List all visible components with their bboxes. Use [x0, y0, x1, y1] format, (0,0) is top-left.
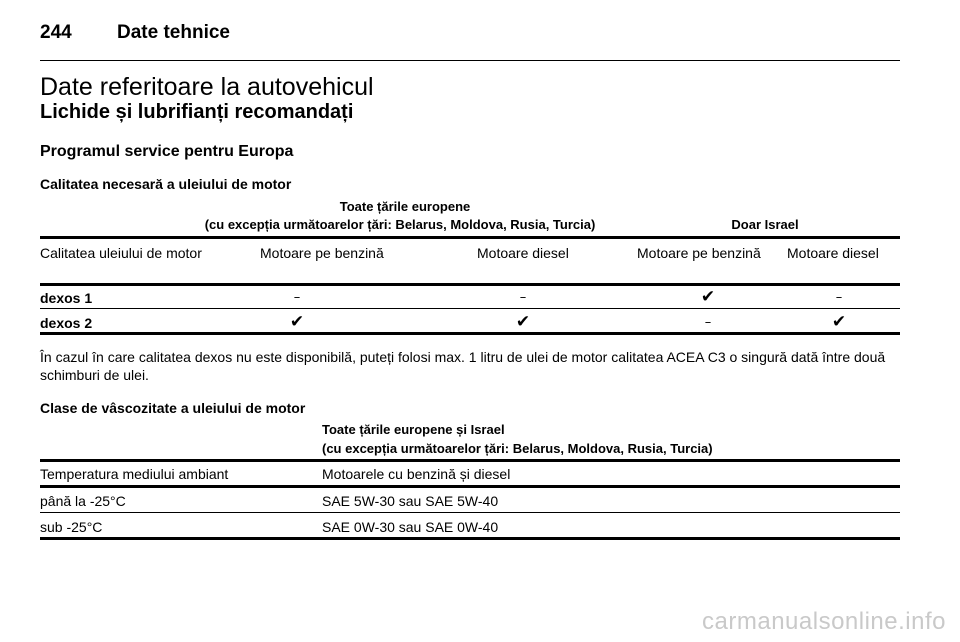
checkmark-icon: ✔: [831, 312, 847, 332]
page-subtitle: Lichide și lubrifianți recomandați: [40, 101, 354, 123]
table2-cell-grade: SAE 0W-30 sau SAE 0W-40: [322, 519, 499, 535]
table2-bottom-rule: [40, 537, 900, 540]
section-heading: Programul service pentru Europa: [40, 143, 294, 160]
dash-icon: –: [704, 315, 712, 330]
table1-group2-header: Doar Israel: [731, 217, 799, 232]
watermark: carmanualsonline.info: [702, 608, 946, 635]
table1-group1-header: Toate țările europene: [339, 199, 471, 214]
table2-group-header: Toate țările europene și Israel: [322, 422, 505, 437]
table2-col-header-temp: Temperatura mediului ambiant: [40, 466, 229, 482]
table1-row-label: dexos 1: [40, 290, 93, 306]
table2-top-rule: [40, 459, 900, 462]
table1-group1-subheader: (cu excepția următoarelor țări: Belarus, Moldova, Rusia, Turcia): [204, 217, 596, 232]
checkmark-icon: ✔: [289, 312, 305, 332]
page-number: 244: [40, 22, 72, 43]
table1-row-label: dexos 2: [40, 315, 93, 331]
table2-cell-temp: sub -25°C: [40, 519, 103, 535]
page-title: Date referitoare la autovehicul: [40, 73, 374, 101]
table1-top-rule: [40, 236, 900, 239]
table2-row-divider: [40, 512, 900, 513]
table1-col-header-diesel: Motoare diesel: [477, 245, 569, 261]
dash-icon: –: [293, 290, 301, 305]
table1-col-header-diesel-israel: Motoare diesel: [787, 245, 879, 261]
table1-bottom-rule: [40, 332, 900, 335]
checkmark-icon: ✔: [700, 287, 716, 307]
table1-row-divider: [40, 308, 900, 309]
table2-cell-temp: până la -25°C: [40, 493, 126, 509]
table1-col-header-petrol: Motoare pe benzină: [260, 245, 384, 261]
table2-header-rule: [40, 485, 900, 488]
table2-col-header-engines: Motoarele cu benzină și diesel: [322, 466, 511, 482]
table2-cell-grade: SAE 5W-30 sau SAE 5W-40: [322, 493, 499, 509]
running-header: Date tehnice: [117, 22, 230, 43]
dash-icon: –: [835, 290, 843, 305]
table2-group-subheader: (cu excepția următoarelor țări: Belarus, Moldova, Rusia, Turcia): [322, 441, 713, 456]
header-divider: [40, 60, 900, 61]
dash-icon: –: [519, 290, 527, 305]
table1-col-header-quality: Calitatea uleiului de motor: [40, 245, 202, 261]
table2-caption: Clase de vâscozitate a uleiului de motor: [40, 400, 306, 416]
checkmark-icon: ✔: [515, 312, 531, 332]
note-paragraph: În cazul în care calitatea dexos nu este disponibilă, puteți folosi max. 1 litru de ulei de motor calitatea ACEA C3 o singură dată între două schimburi de ulei.: [40, 349, 886, 383]
table1-caption: Calitatea necesară a uleiului de motor: [40, 176, 292, 192]
table1-header-rule: [40, 283, 900, 286]
table1-col-header-petrol-israel: Motoare pe benzină: [637, 245, 761, 261]
